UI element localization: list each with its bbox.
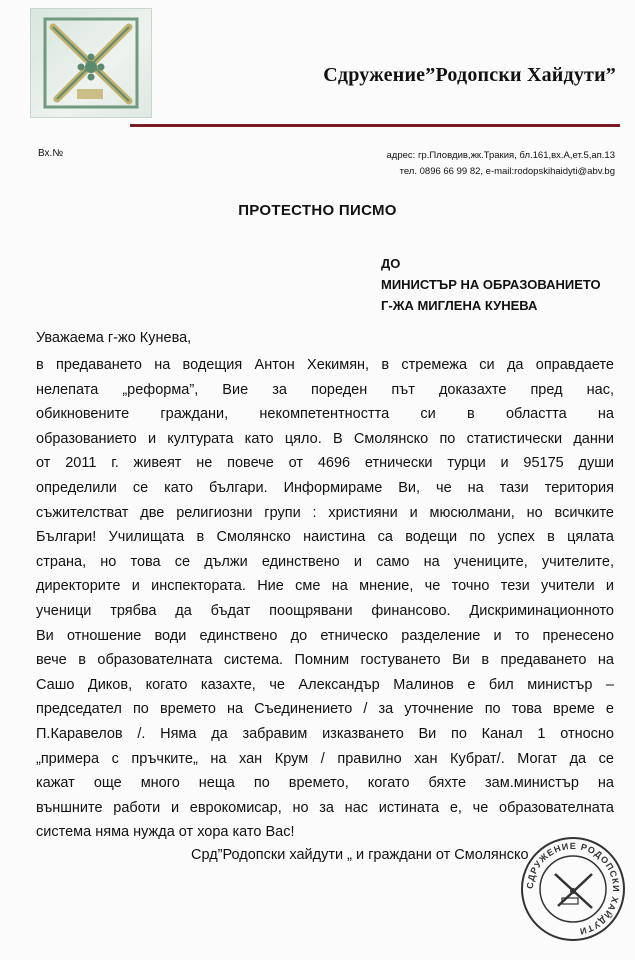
recipient-line: Г-ЖА МИГЛЕНА КУНЕВА [381, 298, 538, 313]
incoming-number-label: Вх.№ [38, 148, 64, 159]
signature-line: Срд”Родопски хайдути „ и граждани от Смолянско [191, 847, 529, 863]
body-line: външните работи и еврокомисар, но за нас истината е, че образователната [36, 799, 614, 816]
body-line: образованието и културата като цяло. В Смолянско по статистически данни [36, 430, 614, 447]
body-line: Българи! Училищата в Смолянско наистина са водещи по успех в цялата [36, 529, 614, 546]
organization-stamp [520, 836, 626, 942]
body-line: „примера с пръчките„ на хан Крум / правилно хан Кубрат/. Могат да се [36, 750, 614, 767]
body-line: П.Каравелов /. Няма да забравим изказването Ви по Канал 1 относно [36, 725, 614, 742]
body-line: в предаването на водещия Антон Хекимян, в стремежа си да оправдаете [36, 357, 614, 373]
header-divider [130, 124, 620, 127]
body-line: ученици трябва да бъдат поощрявани финансово. Дискриминационното [36, 602, 614, 619]
body-line: председател по времето на Съединението / за уточнение по това време е [36, 701, 614, 718]
body-line: кажат още много неща по времето, когато бяхте зам.министър на [36, 775, 614, 792]
body-line: система няма нужда от хора като Вас! [36, 824, 295, 841]
body-line: определили се като българи. Информираме Ви, че на тази територия [36, 479, 614, 496]
body-line: от 2011 г. живеят не повече от 4696 етнически турци и 95175 души [36, 455, 614, 472]
organization-name: Сдружение”Родопски Хайдути” [323, 64, 616, 86]
recipient-line: ДО [381, 256, 401, 271]
stamp-ring-text: СДРУЖЕНИЕ РОДОПСКИ ХАЙДУТИ [524, 840, 622, 937]
body-line: директорите и инспектората. Ние сме на мнение, че точно тези учители и [36, 578, 614, 595]
greeting: Уважаема г-жо Кунева, [36, 330, 192, 346]
crossed-swords-logo-icon [31, 9, 151, 117]
letter-body [36, 353, 614, 845]
body-line: обикновените граждани, некомпетентността си в областта на [36, 406, 614, 423]
contact-line: тел. 0896 66 99 82, e-mail:rodopskihaidyti@abv.bg [399, 166, 615, 177]
body-line: нелепата „реформа”, Вие за пореден път доказахте пред нас, [36, 381, 614, 398]
round-stamp-icon [520, 836, 626, 942]
body-line: вече в образователната система. Помним гостуването Ви в предаването на [36, 652, 614, 669]
organization-logo [30, 8, 152, 118]
body-line: страна, но това се дължи единствено и само на учениците, учителите, [36, 553, 614, 570]
body-line: Ви отношение води единствено до етническо разделение и то пренесено [36, 627, 614, 644]
recipient-line: МИНИСТЪР НА ОБРАЗОВАНИЕТО [381, 277, 601, 292]
body-line: съжителстват две религиозни групи : християни и мюсюлмани, но всичките [36, 504, 614, 521]
recipient-block [381, 253, 601, 316]
body-line: Сашо Диков, когато казахте, че Александър Малинов е бил министър – [36, 676, 614, 693]
letter-heading: ПРОТЕСТНО ПИСМО [238, 202, 397, 219]
contact-block [330, 148, 615, 180]
address-line: адрес: гр.Пловдив,жк.Тракия, бл.161,вх.А,ет.5,ап.13 [386, 150, 615, 161]
